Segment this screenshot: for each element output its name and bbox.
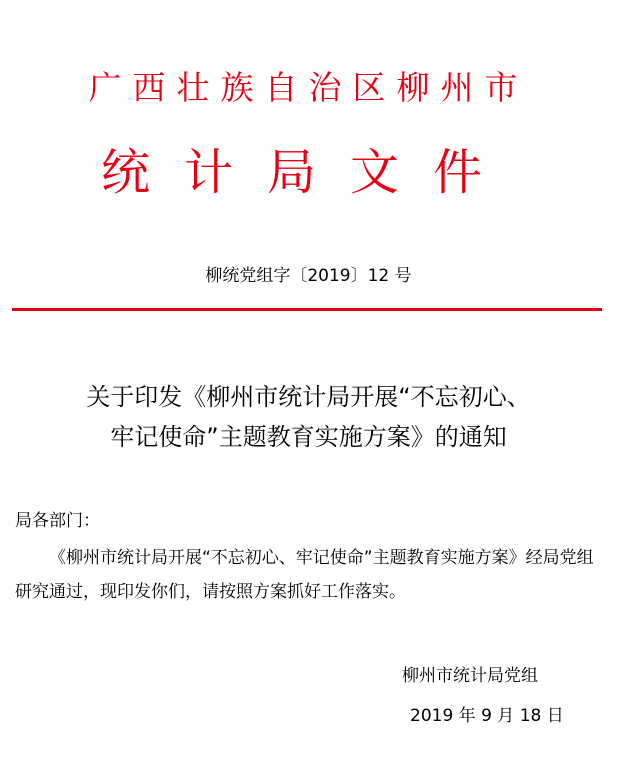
signature-organization: 柳州市统计局党组 (402, 666, 538, 686)
salutation: 局各部门： (15, 511, 100, 531)
title-line-2: 牢记使命”主题教育实施方案》的通知 (110, 423, 507, 451)
document-number: 柳统党组字〔2019〕12 号 (205, 266, 412, 286)
body-paragraph: 《柳州市统计局开展“不忘初心、牢记使命”主题教育实施方案》经局党组研究通过，现印发你们，请按照方案抓好工作落实。 (15, 548, 594, 602)
red-divider (12, 308, 602, 311)
title-line-1: 关于印发《柳州市统计局开展“不忘初心、 (86, 383, 531, 411)
document-title (20, 377, 597, 457)
document-type-title: 统计局文件 (100, 144, 516, 201)
signature-date: 2019 年 9 月 18 日 (410, 706, 564, 726)
issuer-name: 广西壮族自治区柳州市 (88, 68, 529, 107)
